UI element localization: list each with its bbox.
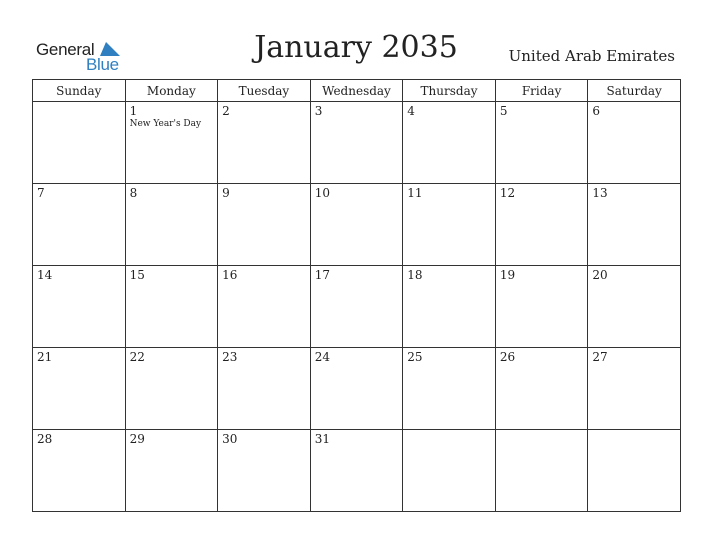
day-number: 21: [37, 350, 53, 364]
day-cell: [588, 348, 681, 430]
day-number: 16: [222, 268, 238, 282]
day-number: 18: [407, 268, 423, 282]
calendar-title: January 2035: [254, 30, 458, 65]
day-cell: [588, 102, 681, 184]
day-number: 6: [592, 104, 601, 118]
day-number: 2: [222, 104, 230, 118]
weekday-header-row: [33, 80, 681, 102]
day-cell: [33, 102, 126, 184]
day-cell: [403, 266, 496, 348]
day-cell: [310, 184, 403, 266]
weekday-header: Thursday: [403, 80, 496, 102]
weekday-header: Saturday: [588, 80, 681, 102]
day-cell: [33, 430, 126, 512]
week-row: [33, 348, 681, 430]
day-cell: [403, 184, 496, 266]
weekday-header: Tuesday: [218, 80, 311, 102]
weekday-header: Friday: [495, 80, 588, 102]
logo-word-blue: Blue: [86, 55, 119, 74]
day-number: 10: [314, 186, 330, 200]
day-number: 1: [129, 104, 138, 118]
day-cell: [495, 348, 588, 430]
week-row: [33, 184, 681, 266]
day-number: 20: [592, 268, 608, 282]
day-number: 27: [592, 350, 608, 364]
day-cell: [310, 430, 403, 512]
day-number: 23: [222, 350, 238, 364]
day-number: 12: [499, 186, 516, 200]
day-number: 9: [222, 186, 230, 200]
logo-word-general: General: [36, 40, 95, 59]
day-number: 24: [314, 350, 330, 364]
day-cell: [33, 348, 126, 430]
day-cell: [125, 348, 218, 430]
day-number: 31: [314, 432, 330, 446]
day-cell: [495, 184, 588, 266]
day-cell: [588, 184, 681, 266]
day-number: 28: [37, 432, 53, 446]
day-cell: [495, 430, 588, 512]
day-number: 25: [407, 350, 423, 364]
weekday-header: Wednesday: [310, 80, 403, 102]
day-number: 19: [499, 268, 516, 282]
day-cell: [125, 184, 218, 266]
day-cell: [125, 430, 218, 512]
day-cell: [310, 348, 403, 430]
day-cell: [403, 430, 496, 512]
weekday-header: Sunday: [33, 80, 126, 102]
day-number: 5: [499, 104, 508, 118]
day-cell: [33, 184, 126, 266]
day-cell: [403, 102, 496, 184]
day-number: 22: [129, 350, 145, 364]
weekday-header: Monday: [125, 80, 218, 102]
day-number: 15: [129, 268, 145, 282]
week-row: [33, 266, 681, 348]
day-number: 26: [499, 350, 516, 364]
week-row: [33, 102, 681, 184]
calendar-grid: [32, 79, 681, 512]
day-cell: [33, 266, 126, 348]
week-row: [33, 430, 681, 512]
day-number: 3: [314, 104, 323, 118]
day-cell: [218, 348, 311, 430]
day-cell: [218, 184, 311, 266]
day-cell: [218, 266, 311, 348]
country-name: United Arab Emirates: [508, 47, 675, 65]
day-cell: [495, 102, 588, 184]
day-cell: [218, 102, 311, 184]
day-number: 14: [37, 268, 53, 282]
day-number: 13: [592, 186, 608, 200]
holiday-label: New Year's Day: [129, 119, 202, 129]
day-cell: [588, 266, 681, 348]
day-number: 30: [222, 432, 238, 446]
day-number: 8: [129, 186, 138, 200]
day-cell: [495, 266, 588, 348]
day-cell: [218, 430, 311, 512]
day-cell: [403, 348, 496, 430]
day-number: 17: [314, 268, 330, 282]
day-number: 29: [129, 432, 145, 446]
day-number: 7: [37, 186, 45, 200]
day-number: 4: [407, 104, 415, 118]
day-number: 11: [407, 186, 423, 200]
day-cell: [125, 102, 218, 184]
day-cell: [588, 430, 681, 512]
day-cell: [125, 266, 218, 348]
day-cell: [310, 266, 403, 348]
day-cell: [310, 102, 403, 184]
